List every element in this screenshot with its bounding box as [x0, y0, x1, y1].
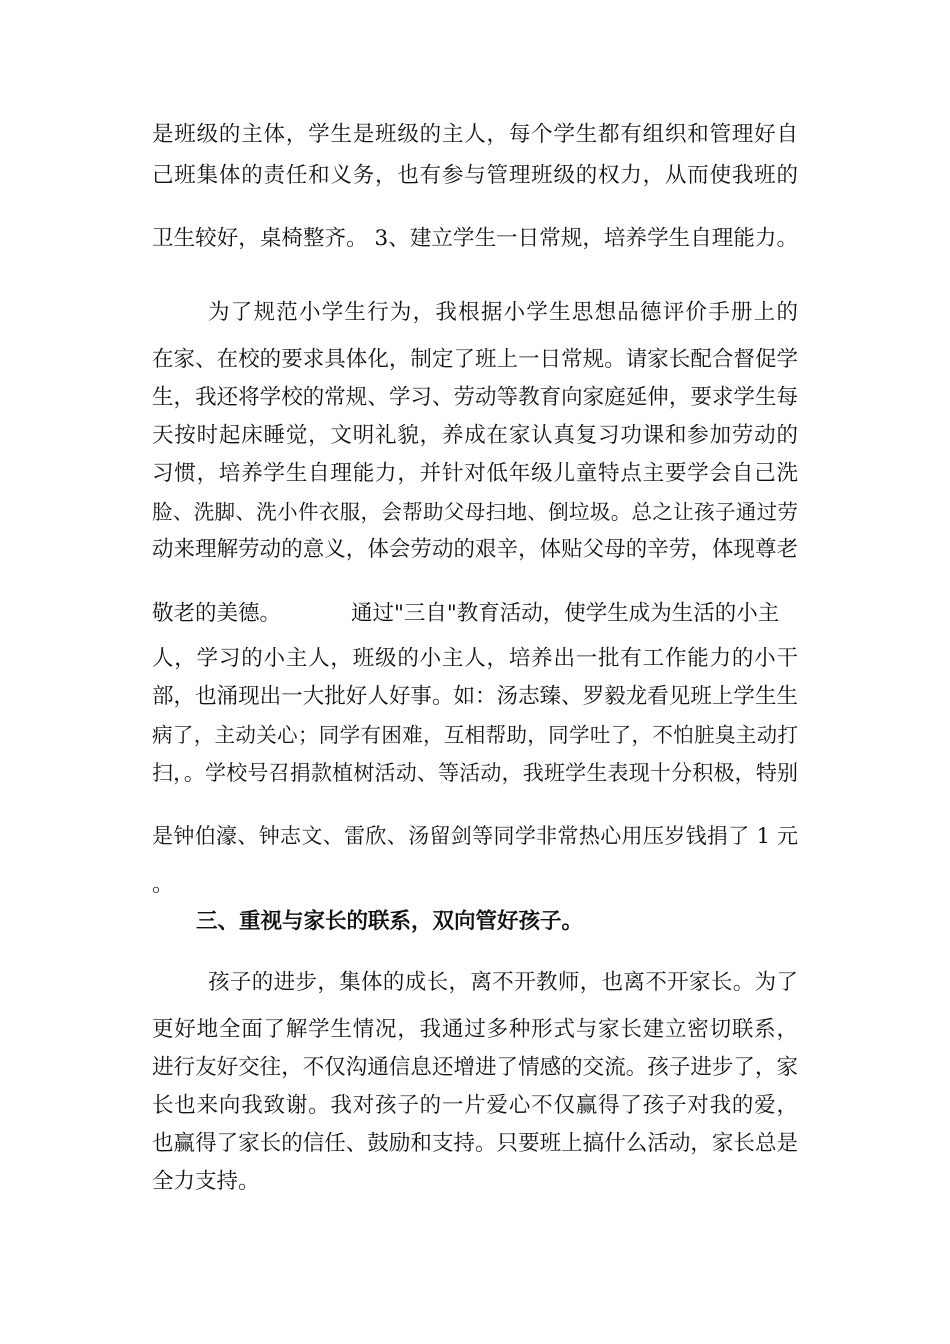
paragraph-line: 卫生较好，桌椅整齐。 3、建立学生一日常规，培养学生自理能力。: [152, 226, 798, 251]
paragraph-line: 是钟伯濠、钟志文、雷欣、汤留剑等同学非常热心用压岁钱捐了 1 元: [152, 824, 798, 848]
paragraph-line: 生，我还将学校的常规、学习、劳动等教育向家庭延伸，要求学生每: [152, 385, 798, 410]
paragraph-line: 病了，主动关心；同学有困难，互相帮助，同学吐了，不怕脏臭主动打: [152, 723, 798, 747]
paragraph-line: 习惯，培养学生自理能力，并针对低年级儿童特点主要学会自己洗: [152, 461, 798, 486]
paragraph-line: 更好地全面了解学生情况，我通过多种形式与家长建立密切联系，: [152, 1017, 798, 1042]
section-heading: 三、重视与家长的联系，双向管好孩子。: [196, 909, 584, 934]
paragraph-line: 。: [152, 872, 174, 897]
paragraph-line: 扫，。学校号召捐款植树活动、等活动，我班学生表现十分积极，特别: [152, 761, 798, 785]
paragraph-line: 在家、在校的要求具体化，制定了班上一日常规。请家长配合督促学: [152, 347, 798, 372]
paragraph-line: 人，学习的小主人，班级的小主人，培养出一批有工作能力的小干: [152, 646, 798, 671]
paragraph-line: 进行友好交往，不仅沟通信息还增进了情感的交流。孩子进步了，家: [152, 1055, 798, 1080]
paragraph-line: 动来理解劳动的意义，体会劳动的艰辛，体贴父母的辛劳，体现尊老: [152, 537, 798, 562]
paragraph-line: 也赢得了家长的信任、鼓励和支持。只要班上搞什么活动，家长总是: [152, 1131, 798, 1156]
paragraph-line: 孩子的进步，集体的成长，离不开教师，也离不开家长。为了: [208, 970, 798, 995]
paragraph-line: 己班集体的责任和义务，也有参与管理班级的权力，从而使我班的: [152, 163, 798, 188]
paragraph-line: 长也来向我致谢。我对孩子的一片爱心不仅赢得了孩子对我的爱，: [152, 1093, 798, 1118]
paragraph-line: 为了规范小学生行为，我根据小学生思想品德评价手册上的: [208, 300, 798, 325]
paragraph-line-continued: 通过"三自"教育活动，使学生成为生活的小主: [351, 601, 780, 626]
paragraph-line: 全力支持。: [152, 1169, 260, 1194]
paragraph-line: 部，也涌现出一大批好人好事。如：汤志臻、罗毅龙看见班上学生生: [152, 684, 798, 709]
paragraph-line: 脸、洗脚、洗小件衣服，会帮助父母扫地、倒垃圾。总之让孩子通过劳: [152, 500, 798, 524]
paragraph-line: [152, 597, 798, 631]
paragraph-line-start: 敬老的美德。: [152, 601, 282, 626]
paragraph-line: 天按时起床睡觉，文明礼貌，养成在家认真复习功课和参加劳动的: [152, 423, 798, 448]
paragraph-line: 是班级的主体，学生是班级的主人，每个学生都有组织和管理好自: [152, 122, 798, 147]
